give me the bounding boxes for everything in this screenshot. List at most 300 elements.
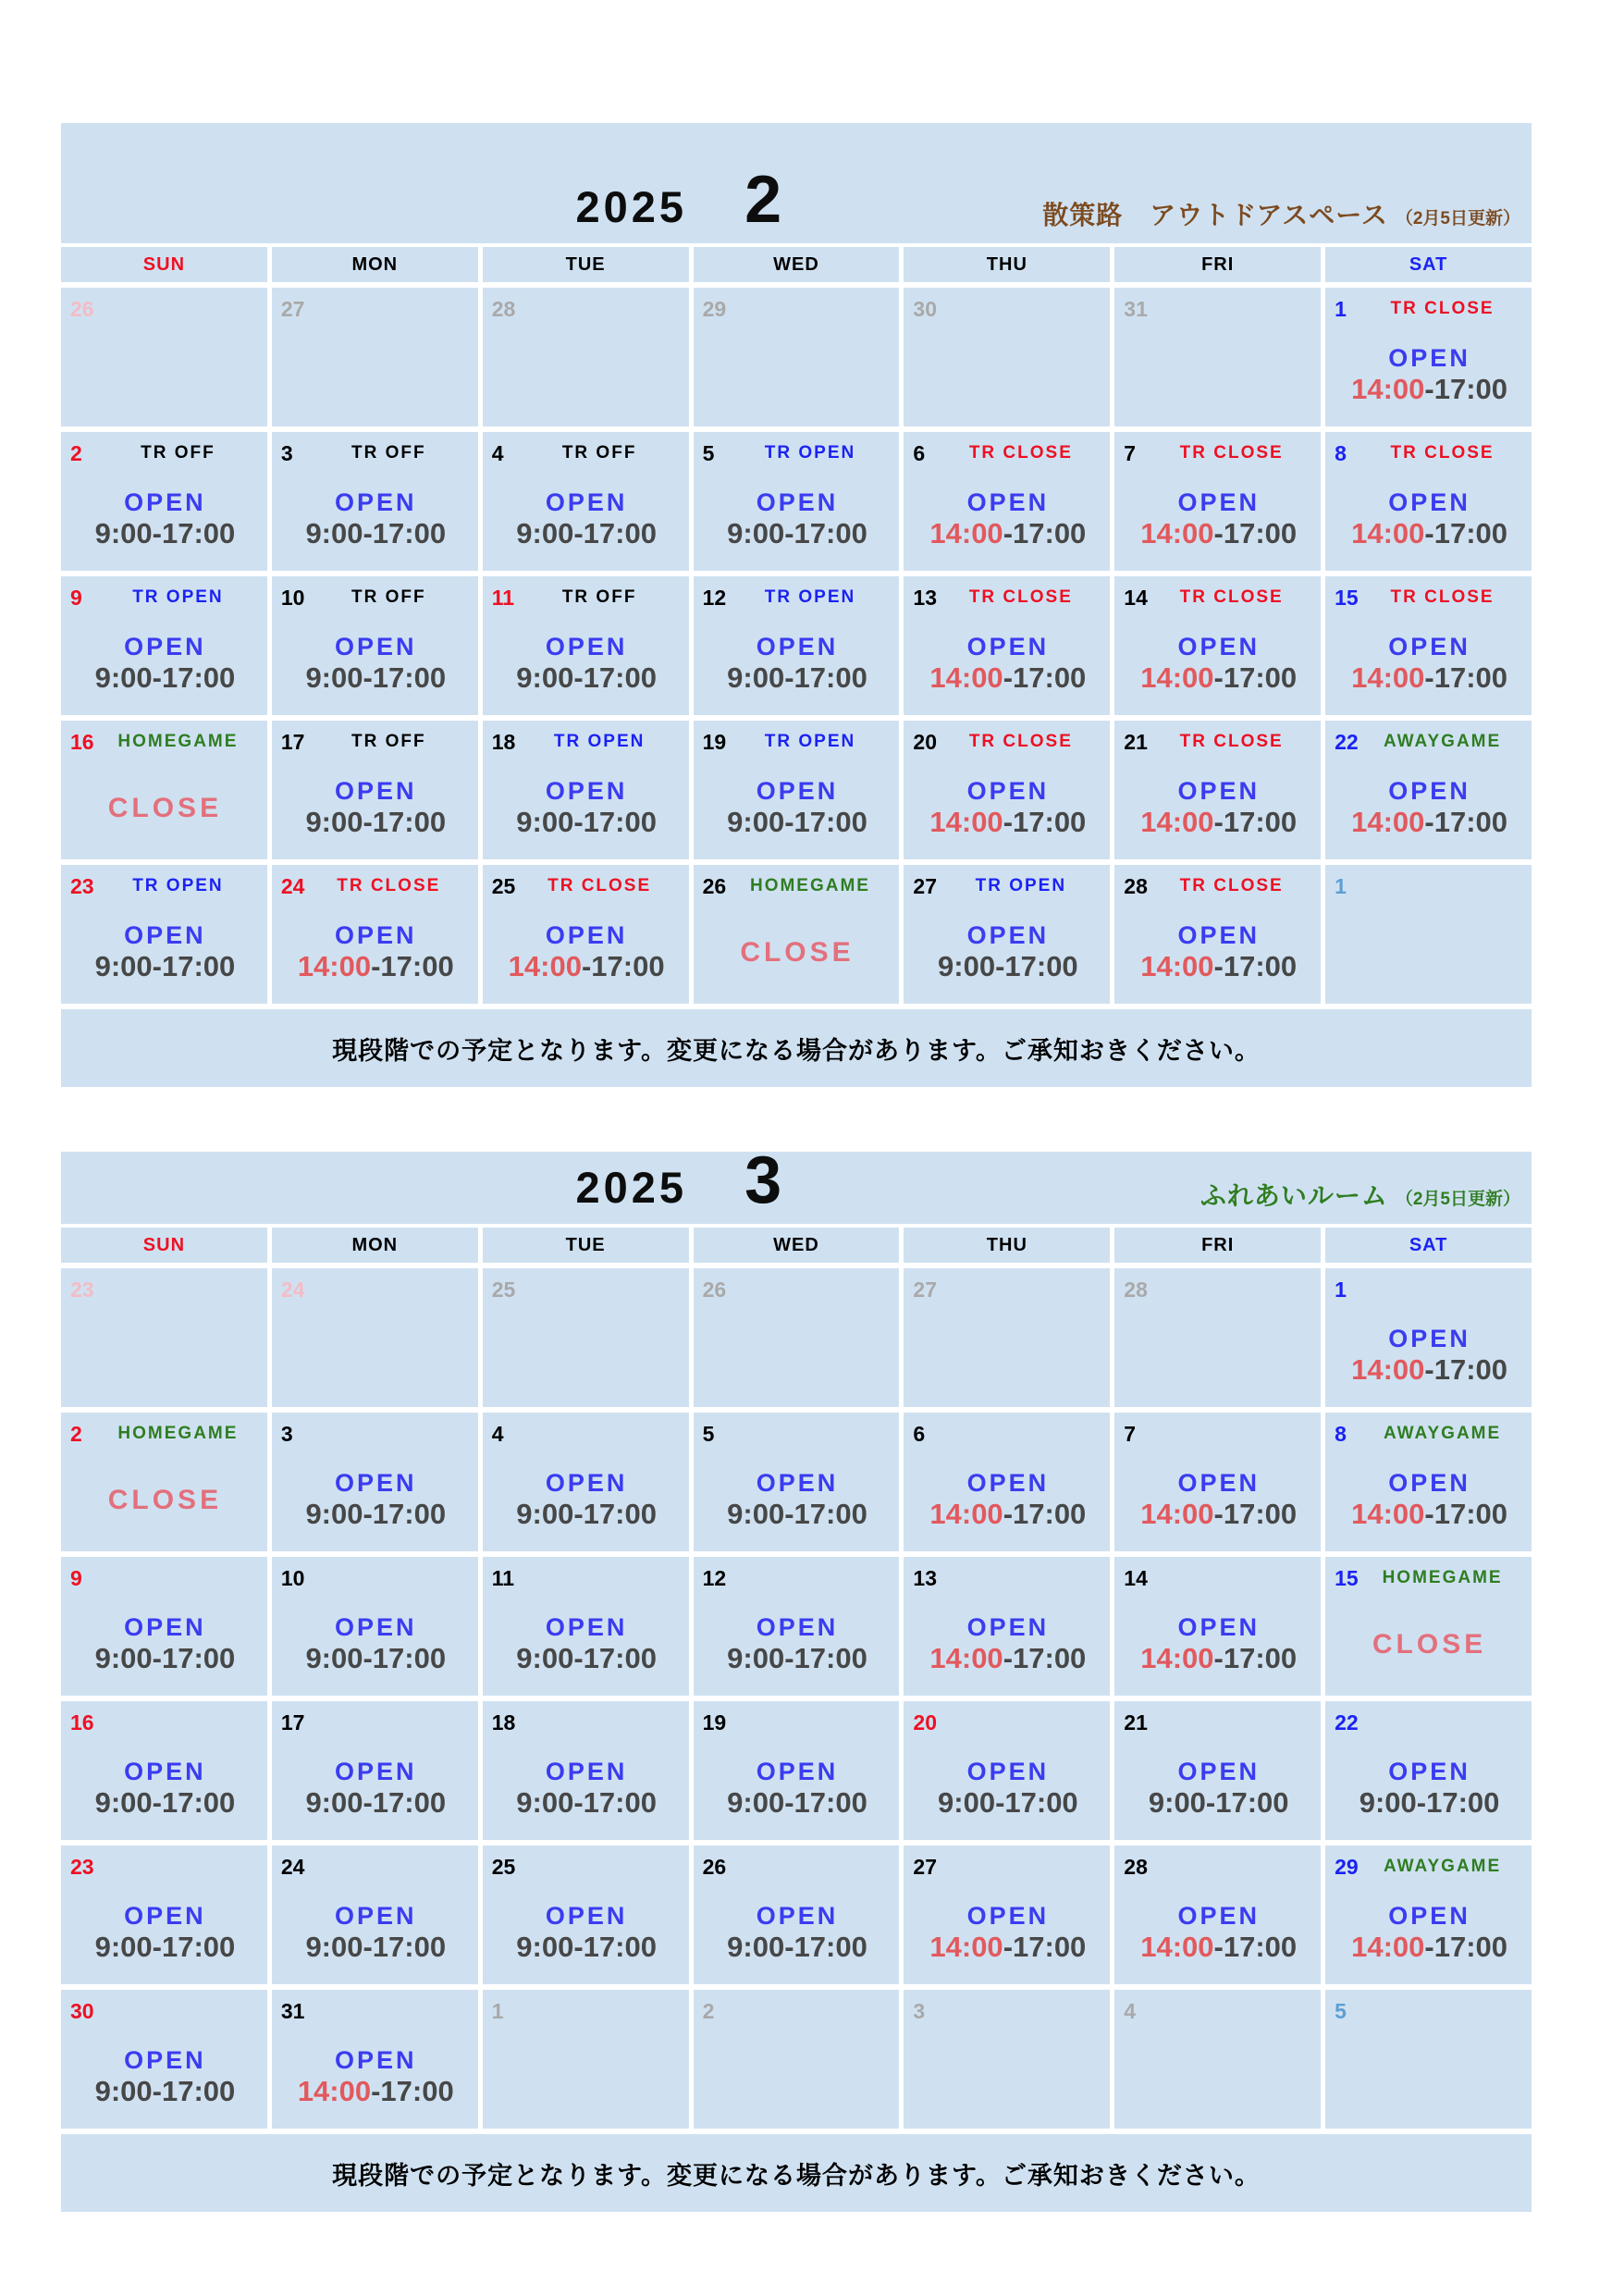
day-cell-topline (281, 583, 471, 612)
day-cell-hours (70, 1758, 260, 1820)
time-label (281, 661, 471, 695)
time-end: -17:00 (371, 950, 454, 982)
open-label: OPEN (335, 1758, 417, 1785)
time-end: -17:00 (152, 950, 236, 982)
day-cell-hours (703, 1902, 892, 1964)
day-cell-hours (1124, 488, 1313, 550)
status-label: TR OFF (351, 732, 426, 751)
day-cell (904, 865, 1110, 1004)
day-cell-topline (1335, 438, 1524, 468)
day-number: 15 (1335, 585, 1359, 610)
day-cell (272, 865, 478, 1004)
day-number: 27 (913, 1277, 938, 1302)
day-cell (483, 1845, 689, 1984)
day-cell (272, 1845, 478, 1984)
day-cell-topline (492, 1708, 682, 1737)
time-start: 14:00 (1351, 373, 1425, 405)
time-label (281, 2075, 471, 2108)
time-label (492, 517, 682, 550)
time-label (492, 1786, 682, 1820)
time-end: -17:00 (152, 1931, 236, 1963)
day-cell (1114, 865, 1321, 1004)
open-label: OPEN (335, 1902, 417, 1930)
day-number: 4 (491, 1421, 504, 1446)
open-label: OPEN (1177, 1902, 1260, 1930)
weekday-row (61, 1228, 1532, 1263)
day-cell-hours (913, 921, 1102, 983)
open-label: OPEN (756, 1469, 839, 1497)
week-row (61, 1701, 1532, 1840)
day-cell-topline (492, 1275, 682, 1304)
time-end: -17:00 (784, 1931, 867, 1963)
status-label: TR CLOSE (968, 732, 1073, 751)
day-cell-topline (703, 727, 892, 757)
day-number: 1 (1335, 873, 1347, 898)
time-start: 9:00 (305, 517, 363, 549)
day-cell (1114, 576, 1321, 715)
day-cell-topline (703, 294, 892, 324)
day-cell-topline (1335, 1419, 1524, 1449)
open-label: OPEN (124, 921, 206, 949)
time-end: -17:00 (152, 1786, 236, 1819)
day-number: 14 (1124, 585, 1148, 610)
time-end: -17:00 (784, 806, 867, 838)
time-end: -17:00 (1213, 1642, 1298, 1674)
day-cell (1325, 1990, 1532, 2129)
day-cell-topline (703, 1708, 892, 1737)
time-end: -17:00 (1003, 806, 1087, 838)
day-cell-hours (1335, 633, 1524, 695)
day-cell-hours (913, 1469, 1102, 1531)
time-label (70, 950, 260, 983)
day-cell-hours (281, 633, 471, 695)
day-cell (694, 1845, 900, 1984)
day-cell (61, 721, 267, 859)
open-label: OPEN (1177, 1758, 1260, 1785)
calendar-month-2 (61, 123, 1532, 1087)
status-label: TR CLOSE (337, 876, 441, 895)
time-end: -17:00 (1213, 950, 1298, 982)
day-cell-topline (1124, 1275, 1313, 1304)
time-start: 14:00 (1351, 1498, 1425, 1530)
day-cell-topline (1335, 583, 1524, 612)
day-number: 26 (702, 1277, 727, 1302)
day-number: 21 (1124, 1710, 1148, 1734)
day-cell-topline (70, 727, 260, 757)
day-cell-topline (70, 1563, 260, 1593)
time-end: -17:00 (573, 1931, 657, 1963)
open-label: OPEN (545, 488, 628, 516)
day-cell (483, 1990, 689, 2129)
day-cell (694, 432, 900, 571)
day-cell (272, 1413, 478, 1551)
time-start: 9:00 (94, 950, 153, 982)
open-label: OPEN (124, 1902, 206, 1930)
time-start: 14:00 (1351, 661, 1425, 694)
day-cell-hours (1124, 1613, 1313, 1675)
day-number: 10 (280, 585, 305, 610)
time-start: 14:00 (1140, 806, 1214, 838)
time-start: 9:00 (305, 1642, 363, 1674)
time-end: -17:00 (573, 1786, 657, 1819)
open-label: OPEN (756, 1758, 839, 1785)
day-cell-hours (281, 2046, 471, 2108)
day-cell (1114, 1990, 1321, 2129)
day-cell-topline (703, 438, 892, 468)
time-label (70, 517, 260, 550)
day-cell (1325, 1845, 1532, 1984)
time-label (492, 1642, 682, 1675)
day-cell (1114, 1557, 1321, 1696)
time-label (70, 1931, 260, 1964)
day-number: 1 (1335, 1277, 1347, 1302)
day-number: 2 (70, 440, 82, 465)
time-label (70, 1786, 260, 1820)
weekday-wed: WED (694, 1228, 900, 1263)
day-number: 2 (702, 1998, 715, 2023)
time-label (703, 1642, 892, 1675)
time-end: -17:00 (1424, 1353, 1508, 1386)
status-label: TR CLOSE (1390, 587, 1495, 607)
time-label (492, 1931, 682, 1964)
day-cell-topline (1335, 871, 1524, 901)
year-label: 2025 (575, 1163, 688, 1212)
day-cell (694, 1990, 900, 2129)
day-number: 18 (491, 729, 516, 754)
time-label (703, 1931, 892, 1964)
open-label: OPEN (756, 633, 839, 660)
time-start: 9:00 (305, 1786, 363, 1819)
time-end: -17:00 (1213, 1931, 1298, 1963)
day-cell-hours (492, 1469, 682, 1531)
time-end: -17:00 (1416, 1786, 1500, 1819)
day-number: 23 (70, 1854, 94, 1879)
time-start: 14:00 (297, 2075, 372, 2107)
day-number: 28 (1124, 873, 1148, 898)
day-cell (1325, 1557, 1532, 1696)
time-start: 9:00 (727, 1642, 785, 1674)
week-row (61, 865, 1532, 1004)
day-cell-hours (913, 777, 1102, 839)
time-label (281, 1931, 471, 1964)
day-number: 8 (1335, 1421, 1347, 1446)
time-start: 14:00 (1351, 1931, 1425, 1963)
open-label: OPEN (1388, 1758, 1470, 1785)
day-number: 17 (280, 1710, 305, 1734)
day-cell (1325, 721, 1532, 859)
day-cell-hours (492, 633, 682, 695)
time-end: -17:00 (363, 1931, 447, 1963)
day-cell-hours (1335, 777, 1524, 839)
status-label: TR OPEN (764, 732, 856, 751)
weekday-thu: THU (904, 1228, 1110, 1263)
time-start: 9:00 (94, 517, 153, 549)
time-end: -17:00 (573, 1642, 657, 1674)
time-start: 9:00 (94, 2075, 153, 2107)
day-number: 20 (913, 729, 938, 754)
update-note: （2月5日更新） (1395, 1190, 1520, 1209)
day-cell (483, 1268, 689, 1407)
time-start: 9:00 (94, 661, 153, 694)
open-label: OPEN (545, 1758, 628, 1785)
day-cell (1325, 1268, 1532, 1407)
open-label: OPEN (966, 1758, 1050, 1785)
status-label: TR CLOSE (1179, 443, 1284, 463)
day-number: 1 (1335, 296, 1347, 321)
time-label (703, 661, 892, 695)
day-number: 27 (913, 1854, 938, 1879)
day-number: 24 (280, 1277, 305, 1302)
day-cell (694, 1557, 900, 1696)
day-cell (272, 288, 478, 426)
day-cell-hours (703, 1469, 892, 1531)
day-cell-topline (492, 727, 682, 757)
day-cell-topline (492, 438, 682, 468)
time-start: 9:00 (516, 517, 574, 549)
day-number: 31 (280, 1998, 305, 2023)
open-label: OPEN (124, 1758, 206, 1785)
time-start: 14:00 (929, 806, 1003, 838)
day-cell (483, 1701, 689, 1840)
day-cell-hours (1124, 1469, 1313, 1531)
day-number: 3 (913, 1998, 926, 2023)
day-number: 19 (702, 729, 727, 754)
day-number: 14 (1124, 1565, 1148, 1590)
time-start: 14:00 (1140, 1931, 1214, 1963)
day-cell (694, 1701, 900, 1840)
day-number: 7 (1124, 440, 1137, 465)
time-start: 9:00 (727, 1931, 785, 1963)
close-label: CLOSE (107, 1485, 223, 1515)
day-number: 25 (491, 873, 516, 898)
day-cell-topline (1124, 1708, 1313, 1737)
day-cell-topline (913, 1852, 1102, 1882)
day-cell-hours (703, 937, 892, 983)
day-number: 26 (702, 1854, 727, 1879)
open-label: OPEN (1177, 1613, 1260, 1641)
open-label: OPEN (124, 1613, 206, 1641)
day-cell-hours (1335, 1469, 1524, 1531)
time-label (1335, 517, 1524, 550)
time-end: -17:00 (363, 517, 447, 549)
time-end: -17:00 (581, 950, 665, 982)
day-cell-hours (913, 1902, 1102, 1964)
week-row (61, 1557, 1532, 1696)
time-label (1124, 1931, 1313, 1964)
day-cell-hours (913, 1758, 1102, 1820)
day-cell-hours (703, 1613, 892, 1675)
day-cell (61, 1845, 267, 1984)
day-cell (1325, 1701, 1532, 1840)
week-row (61, 1990, 1532, 2129)
time-end: -17:00 (363, 1498, 447, 1530)
day-number: 23 (70, 873, 94, 898)
month-number-label: 2 (744, 163, 782, 237)
day-cell-hours (70, 488, 260, 550)
day-cell-topline (281, 294, 471, 324)
open-label: OPEN (756, 488, 839, 516)
open-label: OPEN (545, 633, 628, 660)
time-end: -17:00 (1003, 661, 1087, 694)
day-cell (1325, 432, 1532, 571)
open-label: OPEN (545, 1469, 628, 1497)
day-number: 16 (70, 729, 94, 754)
time-end: -17:00 (1213, 517, 1298, 549)
day-number: 29 (702, 296, 727, 321)
day-cell (904, 1701, 1110, 1840)
day-number: 12 (702, 1565, 727, 1590)
status-label: TR CLOSE (968, 443, 1073, 463)
open-label: OPEN (1177, 921, 1260, 949)
day-cell-hours (281, 921, 471, 983)
time-start: 14:00 (508, 950, 582, 982)
day-cell-hours (913, 1613, 1102, 1675)
status-label: AWAYGAME (1383, 1857, 1502, 1876)
day-cell (1325, 1413, 1532, 1551)
week-row (61, 1268, 1532, 1407)
weekday-mon: MON (272, 247, 478, 282)
day-number: 30 (70, 1998, 94, 2023)
time-start: 14:00 (929, 1642, 1003, 1674)
day-cell (272, 1557, 478, 1696)
day-cell-hours (492, 1902, 682, 1964)
day-number: 9 (70, 585, 82, 610)
time-start: 14:00 (1140, 661, 1214, 694)
time-end: -17:00 (995, 1786, 1078, 1819)
day-cell-hours (703, 633, 892, 695)
day-number: 4 (491, 440, 504, 465)
day-cell-topline (492, 583, 682, 612)
day-cell-topline (913, 583, 1102, 612)
time-start: 14:00 (1351, 1353, 1425, 1386)
day-number: 31 (1124, 296, 1148, 321)
open-label: OPEN (966, 777, 1050, 805)
open-label: OPEN (756, 777, 839, 805)
day-cell (904, 1990, 1110, 2129)
day-cell (904, 721, 1110, 859)
time-end: -17:00 (363, 1642, 447, 1674)
time-end: -17:00 (1424, 373, 1508, 405)
day-number: 15 (1335, 1565, 1359, 1590)
day-cell (483, 288, 689, 426)
day-cell-topline (492, 1563, 682, 1593)
time-start: 9:00 (727, 806, 785, 838)
time-end: -17:00 (1003, 1931, 1087, 1963)
time-label (913, 1498, 1102, 1531)
day-cell (694, 288, 900, 426)
day-cell (483, 576, 689, 715)
day-cell (1325, 576, 1532, 715)
schedule-disclaimer: 現段階での予定となります。変更になる場合があります。ご承知おきください。 (61, 2134, 1532, 2212)
time-end: -17:00 (152, 661, 236, 694)
day-cell-hours (70, 633, 260, 695)
time-start: 9:00 (516, 661, 574, 694)
time-start: 14:00 (1351, 517, 1425, 549)
time-start: 14:00 (929, 1498, 1003, 1530)
time-start: 14:00 (1140, 1498, 1214, 1530)
status-label: TR CLOSE (1390, 299, 1495, 318)
time-start: 14:00 (929, 661, 1003, 694)
day-number: 30 (913, 296, 938, 321)
day-cell-topline (1124, 1419, 1313, 1449)
calendar-title (576, 162, 782, 238)
day-cell-hours (70, 1485, 260, 1531)
day-cell-topline (913, 1419, 1102, 1449)
time-label (492, 661, 682, 695)
day-cell-topline (1124, 871, 1313, 901)
day-cell (483, 432, 689, 571)
status-label: TR OFF (561, 443, 637, 463)
close-label: CLOSE (1372, 1629, 1487, 1660)
day-cell-topline (1335, 1996, 1524, 2026)
time-label (281, 1498, 471, 1531)
calendar-month-3 (61, 1143, 1532, 2212)
day-cell-topline (1335, 294, 1524, 324)
day-number: 27 (280, 296, 305, 321)
time-label (1335, 1353, 1524, 1387)
time-start: 9:00 (727, 1786, 785, 1819)
time-end: -17:00 (1205, 1786, 1289, 1819)
day-number: 6 (913, 440, 926, 465)
time-end: -17:00 (1424, 806, 1508, 838)
day-cell-hours (70, 2046, 260, 2108)
day-cell (61, 1413, 267, 1551)
day-cell-topline (281, 1419, 471, 1449)
time-end: -17:00 (573, 806, 657, 838)
day-cell-topline (281, 727, 471, 757)
day-cell (694, 576, 900, 715)
day-number: 19 (702, 1710, 727, 1734)
open-label: OPEN (756, 1902, 839, 1930)
day-number: 17 (280, 729, 305, 754)
time-label (70, 2075, 260, 2108)
day-cell (694, 1413, 900, 1551)
day-cell-topline (70, 1996, 260, 2026)
day-cell-hours (492, 488, 682, 550)
open-label: OPEN (1177, 488, 1260, 516)
day-cell-hours (492, 1758, 682, 1820)
day-cell (904, 1268, 1110, 1407)
time-end: -17:00 (152, 517, 236, 549)
open-label: OPEN (966, 633, 1050, 660)
day-cell-hours (281, 488, 471, 550)
day-cell (1114, 288, 1321, 426)
open-label: OPEN (335, 2046, 417, 2074)
day-number: 22 (1335, 1710, 1359, 1734)
day-cell-topline (1124, 1996, 1313, 2026)
open-label: OPEN (124, 2046, 206, 2074)
day-cell-hours (70, 793, 260, 839)
day-cell-topline (281, 1996, 471, 2026)
day-cell-topline (913, 438, 1102, 468)
day-cell (904, 1845, 1110, 1984)
time-label (492, 950, 682, 983)
day-cell-topline (281, 1275, 471, 1304)
week-row (61, 576, 1532, 715)
day-cell-topline (70, 1275, 260, 1304)
time-end: -17:00 (1003, 1642, 1087, 1674)
day-cell (61, 865, 267, 1004)
day-number: 9 (70, 1565, 82, 1590)
time-label (1124, 1642, 1313, 1675)
status-label: TR OFF (351, 587, 426, 607)
day-cell-hours (1124, 777, 1313, 839)
day-cell-hours (492, 777, 682, 839)
day-cell (272, 721, 478, 859)
time-label (1335, 806, 1524, 839)
day-number: 10 (280, 1565, 305, 1590)
schedule-disclaimer: 現段階での予定となります。変更になる場合があります。ご承知おきください。 (61, 1009, 1532, 1087)
